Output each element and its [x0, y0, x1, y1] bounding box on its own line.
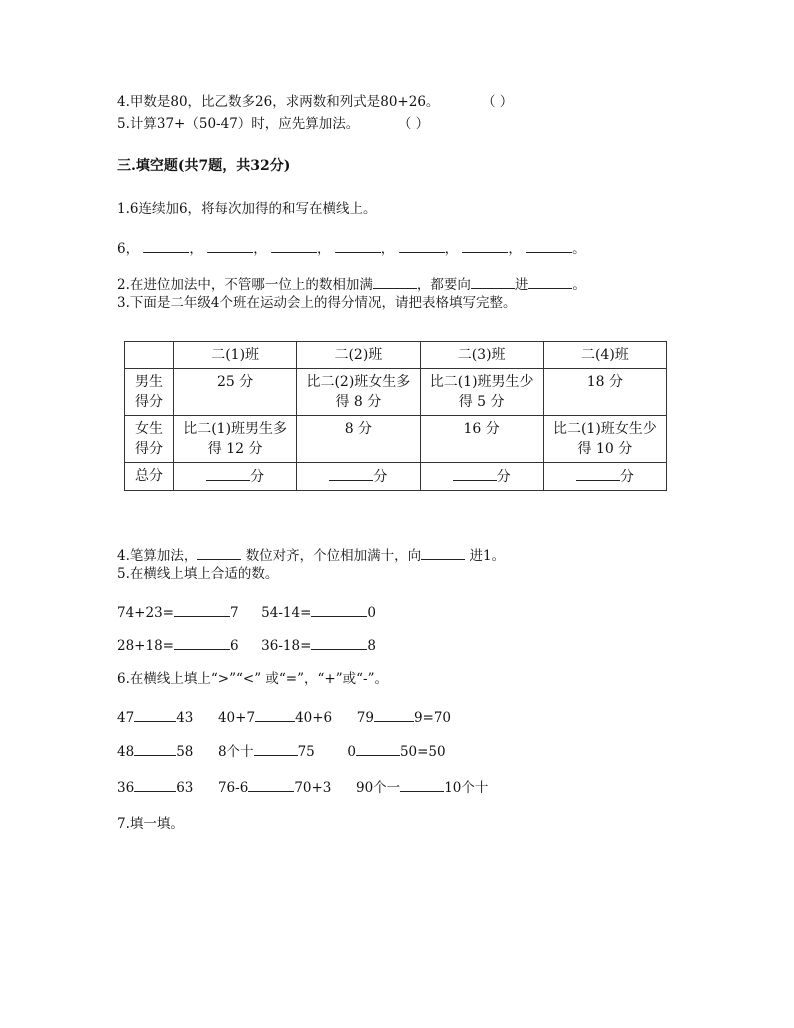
row-label-girls: 女生 得分 — [125, 416, 174, 463]
answer-blank[interactable] — [134, 707, 176, 722]
answer-blank[interactable] — [174, 602, 230, 617]
answer-blank[interactable] — [134, 777, 176, 792]
compare-row-3: 36 63 76-6 70+3 90个一 10个十 — [117, 777, 488, 798]
girls-score-1: 比二(1)班男生多 得 12 分 — [174, 416, 297, 463]
table-header-row — [125, 342, 667, 369]
equation-left: 54-14= — [261, 605, 312, 621]
fill-question-4-text-a: 4.笔算加法， — [117, 548, 198, 564]
answer-blank[interactable] — [174, 635, 230, 650]
answer-blank[interactable] — [526, 238, 572, 253]
score-table — [124, 341, 667, 491]
boys-score-2: 比二(2)班女生多 得 8 分 — [297, 369, 420, 416]
equation-right: 6 — [229, 638, 239, 654]
total-cell-4[interactable]: 分 — [543, 463, 666, 491]
girls-score-2: 8 分 — [297, 416, 420, 463]
boys-score-3: 比二(1)班男生少 得 5 分 — [420, 369, 543, 416]
answer-blank[interactable] — [311, 602, 367, 617]
class-header-2: 二(2)班 — [297, 342, 420, 369]
fill-question-1: 1.6连续加6，将每次加得的和写在横线上。 — [117, 201, 377, 217]
fill-question-2-text-a: 2.在进位加法中，不管哪一位上的数相加满 — [117, 277, 373, 293]
separator: ， — [380, 241, 395, 257]
answer-blank[interactable] — [271, 238, 317, 253]
answer-blank[interactable] — [255, 707, 295, 722]
class-header-3: 二(3)班 — [420, 342, 543, 369]
equation-right: 8 — [367, 638, 376, 654]
fill-question-4-text-b: 数位对齐，个位相加满十，向 — [245, 548, 422, 564]
compare-row-2: 48 58 8个十 75 0 50=50 — [117, 741, 446, 762]
start-number: 6， — [117, 241, 140, 257]
equation-right: 0 — [367, 605, 376, 621]
answer-blank[interactable] — [134, 741, 176, 756]
total-cell-1[interactable]: 分 — [174, 463, 297, 491]
fill-question-1-blanks — [117, 238, 586, 259]
answer-blank[interactable] — [462, 238, 508, 253]
answer-blank[interactable] — [197, 545, 241, 560]
girls-score-3: 16 分 — [420, 416, 543, 463]
boys-score-1: 25 分 — [174, 369, 297, 416]
answer-paren[interactable]: （ ） — [397, 116, 430, 132]
judge-question-5-text: 5.计算37+（50-47）时，应先算加法。 — [117, 116, 360, 132]
fill-question-5-row-1 — [117, 602, 376, 623]
answer-blank[interactable] — [254, 741, 298, 756]
separator: ， — [189, 241, 203, 257]
fill-question-2-text-c: 进 — [514, 277, 529, 293]
equation-left: 28+18= — [117, 638, 174, 654]
answer-blank[interactable] — [528, 274, 572, 289]
fill-question-2-text-d: 。 — [572, 277, 586, 293]
table-corner-cell — [125, 342, 174, 369]
answer-blank[interactable] — [421, 545, 465, 560]
row-label-boys: 男生 得分 — [125, 369, 174, 416]
answer-blank[interactable] — [399, 238, 445, 253]
table-row-girls — [125, 416, 667, 463]
equation-right: 7 — [229, 605, 239, 621]
table-row-boys — [125, 369, 667, 416]
answer-blank[interactable] — [374, 707, 414, 722]
compare-row-1: 47 43 40+7 40+6 79 9=70 — [117, 707, 451, 728]
fill-question-5-row-2 — [117, 635, 376, 656]
fill-question-2-text-b: ，都要向 — [416, 277, 471, 293]
judge-question-4 — [117, 92, 513, 112]
class-header-1: 二(1)班 — [174, 342, 297, 369]
separator: ， — [444, 241, 459, 257]
boys-score-4: 18 分 — [543, 369, 666, 416]
table-row-total — [125, 463, 667, 491]
class-header-4: 二(4)班 — [543, 342, 666, 369]
answer-blank[interactable] — [248, 777, 294, 792]
fill-question-7: 7.填一填。 — [117, 816, 184, 832]
separator: ， — [508, 241, 522, 257]
fill-question-4-text-c: 进1。 — [469, 548, 506, 564]
answer-blank[interactable] — [356, 741, 400, 756]
equation-left: 74+23= — [117, 605, 174, 621]
answer-blank[interactable] — [400, 777, 444, 792]
judge-question-4-text: 4.甲数是80，比乙数多26，求两数和列式是80+26。 — [117, 94, 440, 110]
period: 。 — [572, 241, 586, 257]
fill-question-5: 5.在横线上填上合适的数。 — [117, 566, 279, 582]
answer-paren[interactable]: （ ） — [482, 94, 514, 110]
separator: ， — [253, 241, 267, 257]
fill-question-4 — [117, 545, 505, 566]
answer-blank[interactable] — [335, 238, 381, 253]
answer-blank[interactable] — [373, 274, 417, 289]
fill-question-2 — [117, 274, 586, 295]
row-label-total: 总分 — [125, 463, 174, 491]
total-cell-3[interactable]: 分 — [420, 463, 543, 491]
section-title: 三.填空题(共7题，共32分) — [117, 158, 291, 174]
answer-blank[interactable] — [207, 238, 253, 253]
separator: ， — [316, 241, 331, 257]
answer-blank[interactable] — [471, 274, 515, 289]
girls-score-4: 比二(1)班女生少 得 10 分 — [543, 416, 666, 463]
judge-question-5 — [117, 114, 429, 134]
fill-question-6: 6.在横线上填上“>”“<” 或“=”，“+”或“-”。 — [117, 671, 388, 687]
answer-blank[interactable] — [143, 238, 189, 253]
total-cell-2[interactable]: 分 — [297, 463, 420, 491]
fill-question-3: 3.下面是二年级4个班在运动会上的得分情况，请把表格填写完整。 — [117, 295, 517, 311]
answer-blank[interactable] — [311, 635, 367, 650]
equation-left: 36-18= — [261, 638, 312, 654]
